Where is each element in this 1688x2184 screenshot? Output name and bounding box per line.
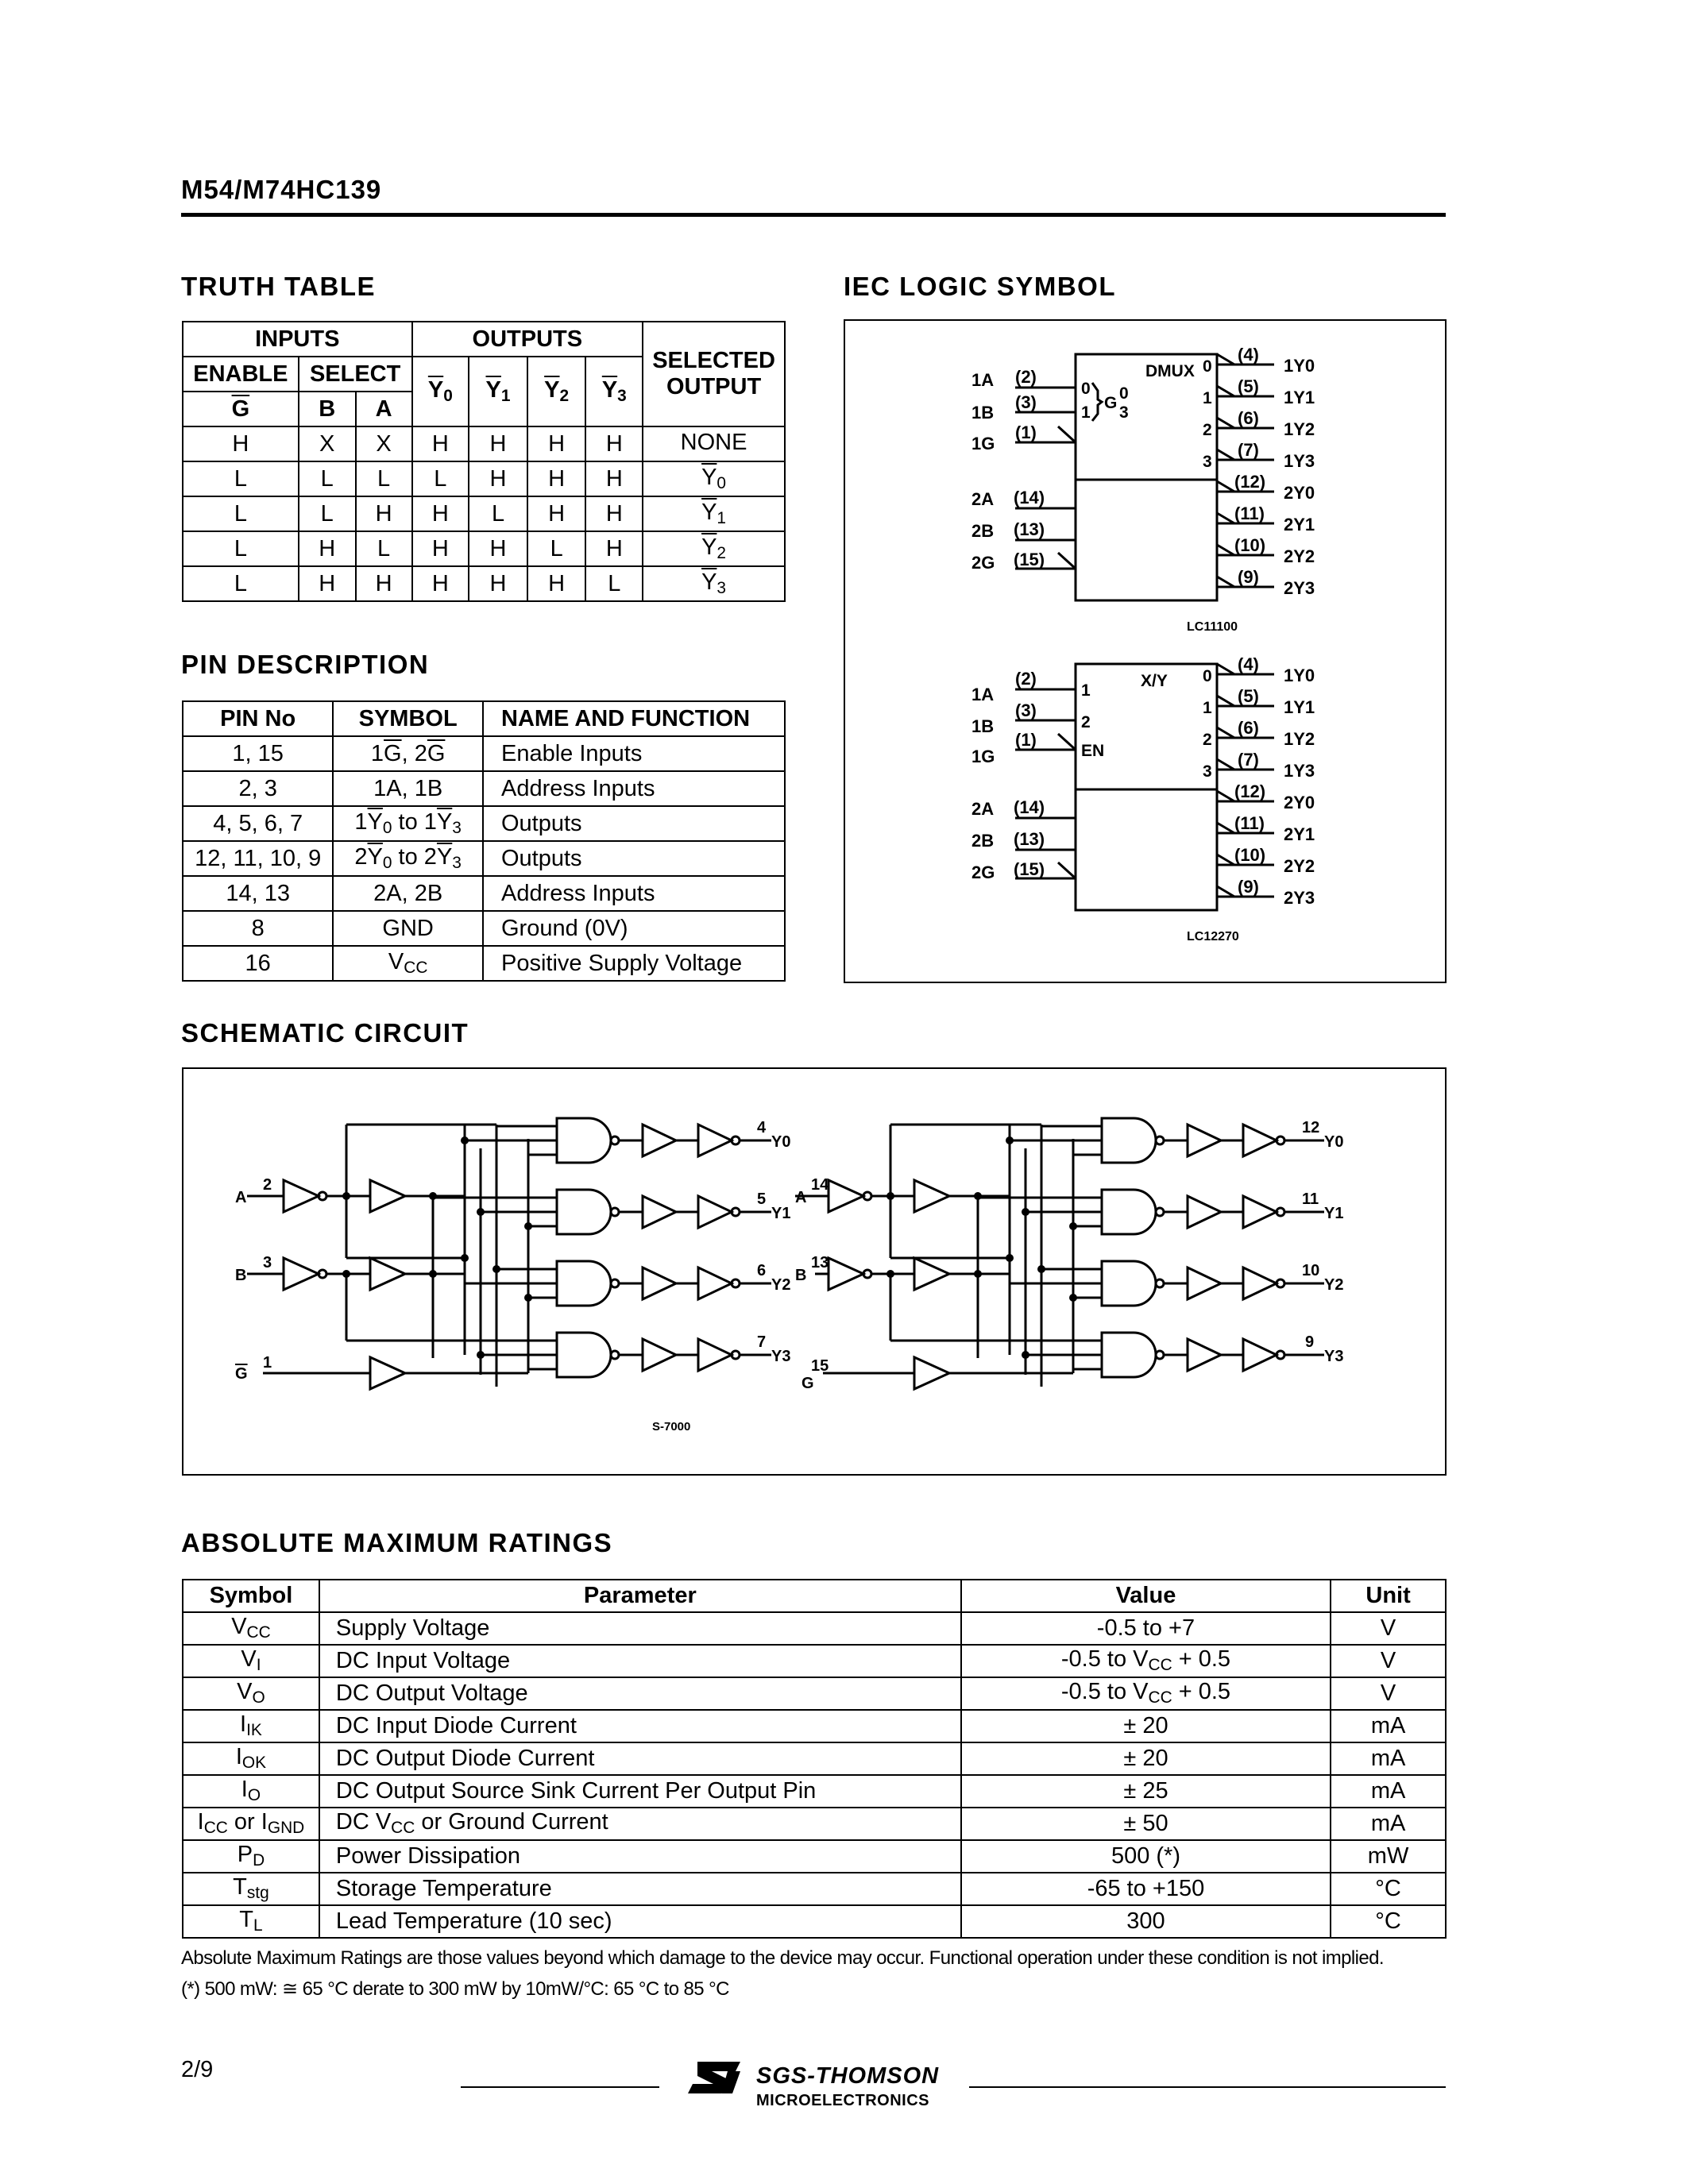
svg-text:0: 0 — [1081, 380, 1091, 398]
table-row: $T_{stg}$ Storage Temperature -65 to +150 °C — [183, 1873, 1446, 1905]
svg-text:G: G — [235, 1365, 248, 1383]
table-row: L H L H H L H $\overline{Y}_2$ — [183, 531, 785, 566]
svg-text:(15): (15) — [1014, 859, 1045, 879]
svg-text:(7): (7) — [1238, 750, 1259, 770]
ratings-note: Absolute Maximum Ratings are those values beyond which damage to the device may occur. Functional operation under these condition is not implied. — [181, 1947, 1384, 1969]
document-title: M54/M74HC139 — [181, 175, 382, 204]
svg-text:(2): (2) — [1015, 669, 1037, 689]
ratings-table — [182, 1579, 1447, 1939]
svg-text:2Y3: 2Y3 — [1284, 578, 1315, 598]
svg-text:A: A — [795, 1189, 807, 1206]
th-value: Value — [961, 1580, 1331, 1612]
svg-text:Y0: Y0 — [771, 1133, 791, 1151]
svg-text:(7): (7) — [1238, 440, 1259, 460]
iec-logic-symbol-heading: IEC LOGIC SYMBOL — [844, 272, 1117, 301]
svg-text:1B: 1B — [971, 403, 995, 423]
th-select: SELECT — [299, 357, 412, 392]
svg-text:1G: 1G — [971, 434, 995, 453]
th-y1: $\overline{Y}_1$ — [469, 357, 527, 426]
table-row: L H H H H H L $\overline{Y}_3$ — [183, 566, 785, 601]
svg-text:Y3: Y3 — [1324, 1348, 1344, 1365]
svg-text:1A: 1A — [971, 685, 995, 704]
th-name-function: NAME AND FUNCTION — [483, 701, 785, 736]
svg-text:1Y2: 1Y2 — [1284, 419, 1315, 439]
th-outputs: OUTPUTS — [412, 322, 643, 357]
svg-text:2B: 2B — [971, 831, 995, 851]
svg-text:7: 7 — [757, 1333, 767, 1351]
table-row: L L H H L H H $\overline{Y}_1$ — [183, 496, 785, 531]
svg-text:(10): (10) — [1234, 845, 1266, 865]
svg-text:2Y2: 2Y2 — [1284, 546, 1315, 566]
svg-text:14: 14 — [811, 1176, 829, 1194]
table-row: L L L L H H H $\overline{Y}_0$ — [183, 461, 785, 496]
svg-text:2G: 2G — [971, 553, 995, 573]
svg-text:1: 1 — [263, 1354, 272, 1372]
svg-text:B: B — [795, 1267, 807, 1284]
svg-text:1Y1: 1Y1 — [1284, 388, 1315, 407]
brand-subtitle: MICROELECTRONICS — [756, 2092, 929, 2109]
dmux-label: DMUX — [1145, 362, 1195, 380]
svg-text:EN: EN — [1081, 742, 1105, 760]
th-enable: ENABLE — [183, 357, 299, 392]
svg-text:A: A — [235, 1189, 247, 1206]
svg-text:2A: 2A — [971, 799, 995, 819]
iec-logic-symbol-diagram — [845, 321, 1445, 982]
svg-text:2Y0: 2Y0 — [1284, 483, 1315, 503]
svg-text:1G: 1G — [971, 747, 995, 766]
svg-text:9: 9 — [1305, 1333, 1315, 1351]
svg-text:1Y1: 1Y1 — [1284, 697, 1315, 717]
svg-text:(14): (14) — [1014, 488, 1045, 507]
truth-table-heading: TRUTH TABLE — [181, 272, 377, 301]
svg-text:3: 3 — [263, 1254, 272, 1271]
table-row: 1, 15 $1\overline{G}$, $2\overline{G}$ Enable Inputs — [183, 736, 785, 771]
schematic-heading: SCHEMATIC CIRCUIT — [181, 1018, 469, 1048]
pin-description-heading: PIN DESCRIPTION — [181, 650, 430, 679]
svg-text:Y2: Y2 — [1324, 1276, 1344, 1294]
svg-text:(13): (13) — [1014, 519, 1045, 539]
svg-text:2G: 2G — [971, 862, 995, 882]
table-row: H X X H H H H NONE — [183, 426, 785, 461]
table-row: 4, 5, 6, 7 $1\overline{Y}_0$ to $1\overline{Y}_3$ Outputs — [183, 806, 785, 841]
svg-text:1: 1 — [1081, 403, 1091, 422]
svg-text:(11): (11) — [1234, 504, 1265, 523]
th-y3: $\overline{Y}_3$ — [585, 357, 643, 426]
table-row: $I_{CC}$ or $I_{GND}$ DC $V_{CC}$ or Ground Current ± 50 mA — [183, 1808, 1446, 1840]
svg-text:(12): (12) — [1234, 781, 1266, 801]
th-symbol: SYMBOL — [333, 701, 483, 736]
truth-table — [182, 321, 786, 602]
th-unit: Unit — [1331, 1580, 1446, 1612]
svg-text:10: 10 — [1302, 1262, 1320, 1279]
table-row: $I_O$ DC Output Source Sink Current Per Output Pin ± 25 mA — [183, 1775, 1446, 1808]
xy-label: X/Y — [1141, 672, 1168, 690]
svg-text:4: 4 — [757, 1119, 767, 1136]
svg-text:2: 2 — [1203, 421, 1212, 439]
svg-text:(4): (4) — [1238, 654, 1259, 674]
th-a: A — [356, 392, 412, 426]
svg-text:2Y3: 2Y3 — [1284, 888, 1315, 908]
title-rule — [181, 213, 1446, 217]
svg-text:1Y2: 1Y2 — [1284, 729, 1315, 749]
svg-text:12: 12 — [1302, 1119, 1320, 1136]
svg-text:3: 3 — [1119, 403, 1129, 422]
svg-text:(5): (5) — [1238, 686, 1259, 706]
schematic-code: S-7000 — [652, 1420, 691, 1433]
svg-text:Y1: Y1 — [1324, 1205, 1344, 1222]
svg-text:(1): (1) — [1015, 730, 1037, 750]
svg-text:2A: 2A — [971, 489, 995, 509]
table-row: $V_{CC}$ Supply Voltage -0.5 to +7 V — [183, 1612, 1446, 1645]
page-number: 2/9 — [181, 2057, 214, 2082]
table-row: $I_{IK}$ DC Input Diode Current ± 20 mA — [183, 1710, 1446, 1742]
table-row: $I_{OK}$ DC Output Diode Current ± 20 mA — [183, 1742, 1446, 1775]
svg-text:(5): (5) — [1238, 376, 1259, 396]
svg-text:G: G — [802, 1375, 814, 1392]
th-y2: $\overline{Y}_2$ — [527, 357, 586, 426]
table-row: 16 $V_{CC}$ Positive Supply Voltage — [183, 946, 785, 981]
svg-text:Y3: Y3 — [771, 1348, 791, 1365]
pin-description-table — [182, 700, 786, 982]
svg-text:Y2: Y2 — [771, 1276, 791, 1294]
th-b: B — [299, 392, 356, 426]
svg-text:(6): (6) — [1238, 408, 1259, 428]
schematic-diagram — [183, 1069, 1445, 1474]
svg-text:0: 0 — [1203, 357, 1212, 376]
svg-text:1: 1 — [1203, 389, 1212, 407]
th-g: $\overline{G}$ — [183, 392, 299, 426]
th-symbol: Symbol — [183, 1580, 319, 1612]
table-row: 14, 13 2A, 2B Address Inputs — [183, 876, 785, 911]
th-pin-no: PIN No — [183, 701, 333, 736]
code-lc11100: LC11100 — [1187, 620, 1238, 634]
table-row: 2, 3 1A, 1B Address Inputs — [183, 771, 785, 806]
footer-rule-right — [969, 2086, 1446, 2088]
svg-text:1Y0: 1Y0 — [1284, 356, 1315, 376]
svg-text:5: 5 — [757, 1190, 767, 1208]
svg-text:3: 3 — [1203, 453, 1212, 471]
st-logo-icon — [683, 2059, 747, 2106]
svg-text:6: 6 — [757, 1262, 767, 1279]
code-lc12270: LC12270 — [1187, 930, 1239, 943]
svg-text:G: G — [1104, 394, 1118, 412]
th-selected-output: SELECTED OUTPUT — [643, 322, 785, 426]
footer-rule-left — [461, 2086, 659, 2088]
table-row: $V_I$ DC Input Voltage -0.5 to $V_{CC} + 0.5$ V — [183, 1645, 1446, 1677]
th-inputs: INPUTS — [183, 322, 412, 357]
table-row: $P_D$ Power Dissipation 500 (*) mW — [183, 1840, 1446, 1873]
svg-text:2Y2: 2Y2 — [1284, 856, 1315, 876]
svg-text:0: 0 — [1119, 384, 1129, 403]
svg-text:2Y1: 2Y1 — [1284, 824, 1315, 844]
svg-text:(3): (3) — [1015, 700, 1037, 720]
table-row: 8 GND Ground (0V) — [183, 911, 785, 946]
schematic-frame — [182, 1067, 1447, 1476]
svg-text:(9): (9) — [1238, 567, 1259, 587]
ratings-heading: ABSOLUTE MAXIMUM RATINGS — [181, 1528, 613, 1557]
svg-text:13: 13 — [811, 1254, 829, 1271]
svg-text:1A: 1A — [971, 370, 995, 390]
svg-text:1Y3: 1Y3 — [1284, 761, 1315, 781]
th-y0: $\overline{Y}_0$ — [412, 357, 469, 426]
svg-text:(1): (1) — [1015, 423, 1037, 442]
iec-logic-symbol-frame — [844, 319, 1447, 983]
svg-text:2: 2 — [1203, 731, 1212, 749]
svg-text:1Y3: 1Y3 — [1284, 451, 1315, 471]
svg-text:1B: 1B — [971, 716, 995, 736]
svg-text:B: B — [235, 1267, 247, 1284]
svg-text:(12): (12) — [1234, 472, 1266, 492]
th-parameter: Parameter — [319, 1580, 961, 1612]
svg-text:(10): (10) — [1234, 535, 1266, 555]
svg-text:(6): (6) — [1238, 718, 1259, 738]
svg-text:2Y0: 2Y0 — [1284, 793, 1315, 812]
table-row: 12, 11, 10, 9 $2\overline{Y}_0$ to $2\overline{Y}_3$ Outputs — [183, 841, 785, 876]
svg-text:3: 3 — [1203, 762, 1212, 781]
svg-text:(4): (4) — [1238, 345, 1259, 365]
svg-text:2Y1: 2Y1 — [1284, 515, 1315, 534]
svg-text:(2): (2) — [1015, 367, 1037, 387]
svg-text:1: 1 — [1203, 699, 1212, 717]
svg-text:(13): (13) — [1014, 829, 1045, 849]
table-row: $T_L$ Lead Temperature (10 sec) 300 °C — [183, 1905, 1446, 1938]
table-row: $V_O$ DC Output Voltage -0.5 to $V_{CC} + 0.5$ V — [183, 1677, 1446, 1710]
svg-text:1Y0: 1Y0 — [1284, 666, 1315, 685]
svg-text:2: 2 — [1081, 713, 1091, 731]
svg-text:2: 2 — [263, 1176, 272, 1194]
svg-text:0: 0 — [1203, 667, 1212, 685]
svg-text:Y0: Y0 — [1324, 1133, 1344, 1151]
svg-text:1: 1 — [1081, 681, 1091, 700]
ratings-footnote: (*) 500 mW: ≅ 65 °C derate to 300 mW by 10mW/°C: 65 °C to 85 °C — [181, 1978, 729, 2000]
svg-text:(14): (14) — [1014, 797, 1045, 817]
svg-text:(11): (11) — [1234, 813, 1265, 833]
svg-text:(15): (15) — [1014, 550, 1045, 569]
svg-text:(3): (3) — [1015, 392, 1037, 412]
brand-name: SGS-THOMSON — [756, 2063, 940, 2089]
svg-text:2B: 2B — [971, 521, 995, 541]
svg-text:15: 15 — [811, 1357, 829, 1375]
svg-text:(9): (9) — [1238, 877, 1259, 897]
svg-text:Y1: Y1 — [771, 1205, 791, 1222]
svg-text:11: 11 — [1302, 1190, 1319, 1208]
